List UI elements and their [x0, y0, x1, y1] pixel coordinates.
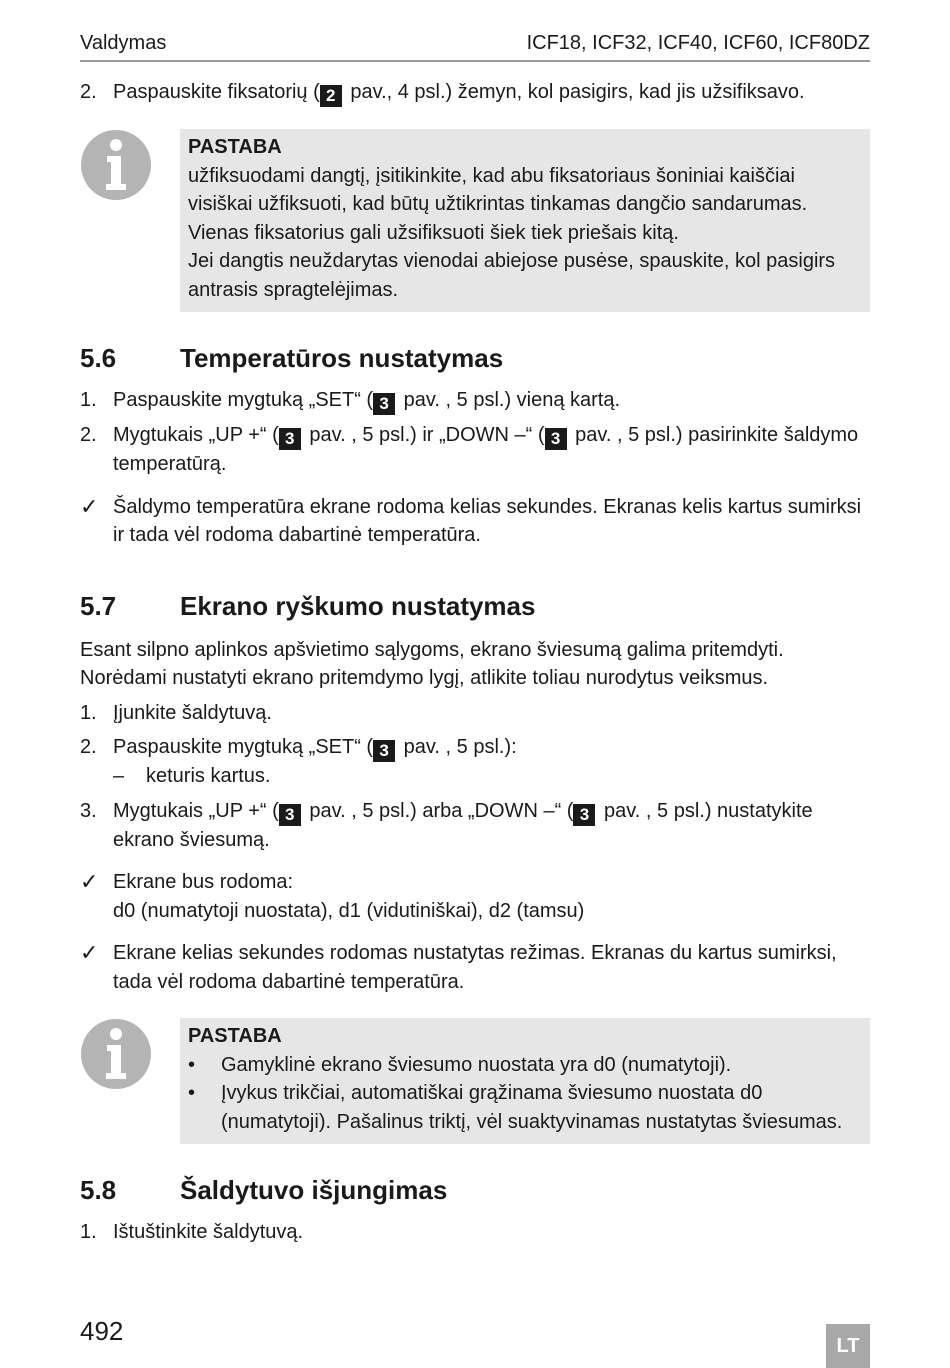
dash-mark: – — [113, 765, 125, 787]
result-item — [80, 493, 870, 550]
section-title: Ekrano ryškumo nustatymas — [180, 590, 536, 621]
step-text: Paspauskite fiksatorių ( — [113, 81, 320, 103]
step-text: Paspauskite mygtuką „SET“ ( — [113, 736, 374, 758]
page-content — [80, 78, 870, 1247]
section-number: 5.6 — [80, 343, 117, 373]
section-heading — [80, 342, 870, 374]
step-number: 2. — [80, 81, 97, 103]
figure-badge: 3 — [373, 393, 395, 415]
step-item — [80, 699, 870, 728]
bullet-dot: • — [188, 1082, 196, 1104]
note-bullet — [188, 1051, 862, 1080]
figure-badge: 2 — [320, 85, 342, 107]
figure-badge: 3 — [545, 428, 567, 450]
section-heading — [80, 590, 870, 622]
result-item — [80, 939, 870, 996]
step-text: pav. , 5 psl.) arba „DOWN –“ ( — [303, 799, 574, 822]
result-text: Šaldymo temperatūra ekrane rodoma kelias sekundes. Ekranas kelis kartus sumirksi ir tada vėl rodoma dabartinė temperatūra. — [113, 495, 862, 546]
step-text: pav. , 5 psl.) nustatykite ekrano šviesumą. — [113, 799, 813, 851]
step-number: 2. — [80, 736, 97, 758]
figure-badge: 3 — [279, 804, 301, 826]
info-icon — [80, 1018, 152, 1090]
note-bullet — [188, 1079, 862, 1136]
step-text: pav. , 5 psl.) pasirinkite šaldymo temperatūrą. — [113, 424, 859, 475]
step-text: Mygtukais „UP +“ ( — [113, 799, 279, 822]
section-title: Temperatūros nustatymas — [180, 343, 504, 373]
figure-badge: 3 — [279, 428, 301, 450]
section-number: 5.8 — [80, 1175, 117, 1205]
header-models: ICF18, ICF32, ICF40, ICF60, ICF80DZ — [526, 32, 870, 54]
note-box — [80, 1018, 870, 1144]
step-item — [80, 797, 870, 855]
note-text: užfiksuodami dangtį, įsitikinkite, kad abu fiksatoriaus šoniniai kaiščiai visiškai užfiksuoti, kad būtų užtikrintas tinkamas dangčio sandarumas. Vienas fiksatorius gali užsifiksuoti šiek tiek priešais kitą. — [188, 164, 808, 244]
result-text: d0 (numatytoji nuostata), d1 (vidutiniškai), d2 (tamsu) — [113, 899, 585, 922]
step-item — [80, 1218, 870, 1247]
note-title: PASTABA — [188, 1025, 282, 1047]
sub-item — [80, 762, 870, 791]
result-text: Ekrane kelias sekundes rodomas nustatytas režimas. Ekranas du kartus sumirksi, tada vėl rodoma dabartinė temperatūra. — [113, 942, 837, 993]
step-text: pav., 4 psl.) žemyn, kol pasigirs, kad jis užsifiksavo. — [344, 81, 805, 103]
step-text: pav. , 5 psl.): — [398, 736, 517, 758]
page-number: 492 — [80, 1316, 124, 1346]
check-icon: ✓ — [80, 869, 99, 894]
intro-step — [80, 78, 870, 107]
step-text: Mygtukais „UP +“ ( — [113, 424, 279, 446]
figure-badge: 3 — [373, 740, 395, 762]
section-title: Šaldytuvo išjungimas — [180, 1175, 448, 1205]
check-icon: ✓ — [80, 940, 99, 965]
step-text: Įjunkite šaldytuvą. — [113, 701, 272, 724]
step-text: Ištuštinkite šaldytuvą. — [113, 1221, 304, 1243]
step-number: 2. — [80, 424, 97, 446]
paragraph: Esant silpno aplinkos apšvietimo sąlygoms, ekrano šviesumą galima pritemdyti. Norėdami nustatyti ekrano pritemdymo lygį, atlikite toliau nurodytus veiksmus. — [80, 638, 784, 689]
step-item — [80, 733, 870, 762]
section-number: 5.7 — [80, 590, 117, 621]
result-text: Ekrane bus rodoma: — [113, 871, 294, 893]
step-item — [80, 386, 870, 415]
result-item — [80, 868, 870, 925]
note-text: Gamyklinė ekrano šviesumo nuostata yra d0 (numatytoji). — [221, 1053, 732, 1076]
note-title: PASTABA — [188, 136, 282, 158]
info-icon — [80, 129, 152, 201]
step-item — [80, 421, 870, 479]
header-section: Valdymas — [80, 32, 167, 54]
language-badge: LT — [826, 1324, 870, 1368]
step-number: 1. — [80, 1221, 97, 1243]
check-icon: ✓ — [80, 493, 99, 519]
note-box — [80, 129, 870, 312]
note-content — [180, 129, 870, 312]
step-number: 1. — [80, 389, 97, 411]
figure-badge: 3 — [573, 804, 595, 826]
step-number: 3. — [80, 799, 97, 822]
section-heading — [80, 1174, 870, 1206]
page-header — [80, 30, 870, 62]
step-number: 1. — [80, 701, 97, 724]
sub-item-text: keturis kartus. — [146, 765, 271, 787]
note-content — [180, 1018, 870, 1144]
note-text: Jei dangtis neuždarytas vienodai abiejose pusėse, spauskite, kol pasigirs antrasis spragtelėjimas. — [188, 250, 836, 301]
bullet-dot: • — [188, 1053, 196, 1076]
step-text: Paspauskite mygtuką „SET“ ( — [113, 389, 374, 411]
step-text: pav. , 5 psl.) vieną kartą. — [398, 389, 621, 411]
step-text: pav. , 5 psl.) ir „DOWN –“ ( — [303, 424, 545, 446]
note-text: Įvykus trikčiai, automatiškai grąžinama šviesumo nuostata d0 (numatytoji). Pašalinus triktį, vėl suaktyvinamas nustatytas šviesumas. — [221, 1082, 843, 1133]
